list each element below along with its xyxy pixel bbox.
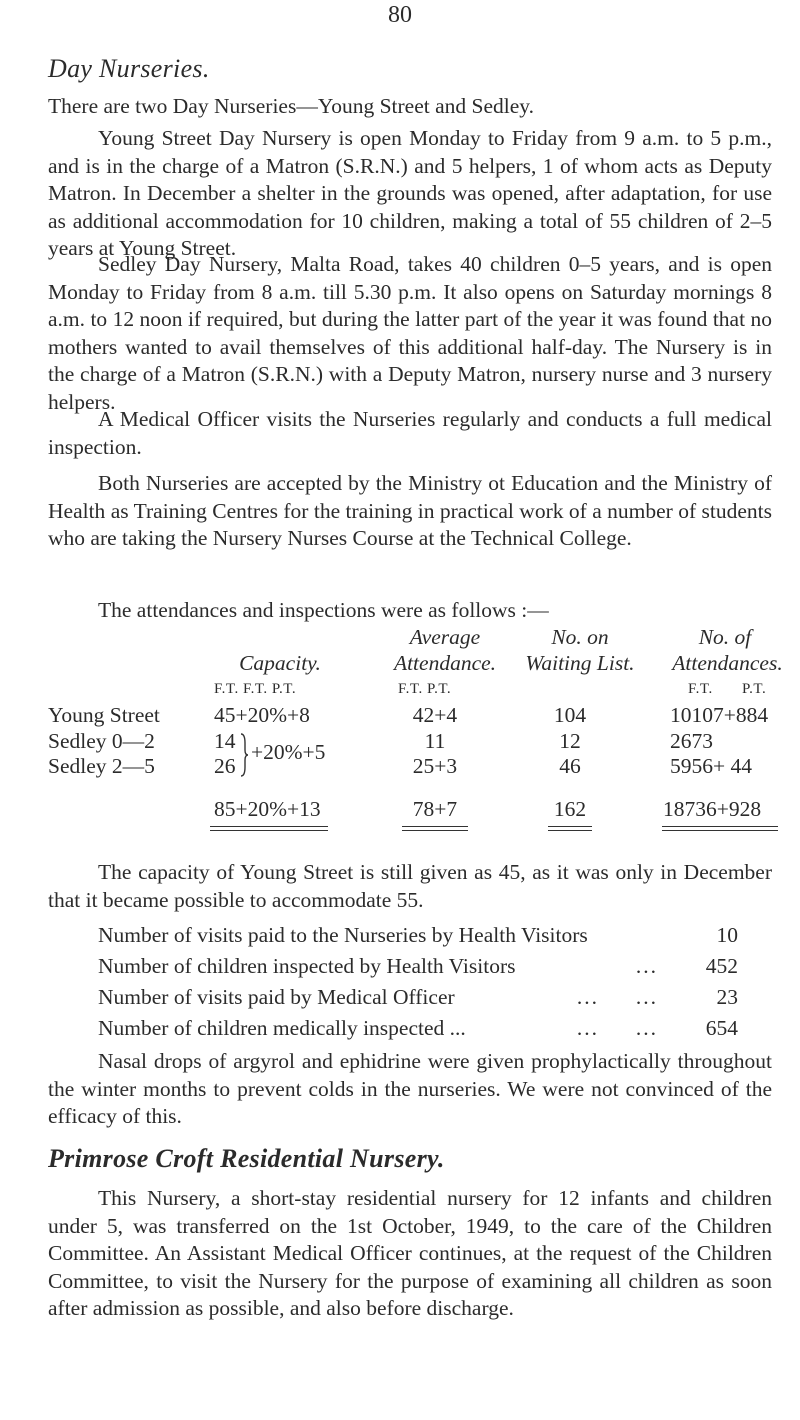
- header-attendances-bottom: Attendances.: [672, 651, 783, 675]
- cell-average-sedley-0-2: 11: [424, 729, 446, 753]
- header-average-bottom: Attendance.: [393, 651, 497, 675]
- visit-label: Number of children inspected by Health Visitors: [98, 954, 516, 978]
- total-waiting: 162: [553, 797, 587, 821]
- section-heading-primrose-croft: Primrose Croft Residential Nursery.: [48, 1144, 445, 1173]
- header-waiting-top: No. on: [551, 625, 609, 649]
- visit-value: 10: [716, 923, 738, 947]
- total-rule: [402, 830, 468, 831]
- header-average-top: Average: [409, 625, 481, 649]
- visit-value: 452: [705, 954, 738, 978]
- total-capacity: 85+20%+13: [214, 797, 321, 821]
- header-waiting-bottom: Waiting List.: [525, 651, 635, 675]
- cell-waiting-sedley-0-2: 12: [559, 729, 581, 753]
- total-rule: [548, 830, 592, 831]
- total-rule: [210, 826, 328, 827]
- list-item: [98, 985, 738, 1013]
- subheader-attendances-ft: F.T.: [688, 681, 713, 697]
- cell-average-sedley-2-5: 25+3: [412, 754, 458, 778]
- visit-leader-dots: ...: [635, 954, 658, 978]
- cell-capacity-sedley-shared: +20%+5: [251, 740, 326, 764]
- subheader-attendances-pt: P.T.: [742, 681, 767, 697]
- paragraph-training-centres: Both Nurseries are accepted by the Ministry ot Education and the Ministry of Health as Training Centres for the training in practical work of a number of students who are taking the Nursery Nurses Course at the Technical College.: [48, 471, 772, 550]
- visit-label: Number of children medically inspected ...: [98, 1016, 466, 1040]
- row-label-young-street: Young Street: [48, 703, 160, 727]
- section-heading-day-nurseries: Day Nurseries.: [48, 54, 210, 83]
- total-attendances: 18736+928: [663, 797, 762, 821]
- cell-waiting-young-street: 104: [553, 703, 587, 727]
- cell-capacity-sedley-0-2: 14: [214, 729, 236, 753]
- paragraph-young-street: Young Street Day Nursery is open Monday to Friday from 9 a.m. to 5 p.m., and is in the charge of a Matron (S.R.N.) and 5 helpers, 1 of whom acts as Deputy Matron. In December a shelter in the grounds was opened, after adaptation, for use as additional accommodation for 10 children, making a total of 55 children of 2–5 years at Young Street.: [48, 126, 772, 260]
- list-item: [98, 1016, 738, 1044]
- subheader-average: F.T. P.T.: [398, 681, 452, 697]
- row-label-sedley-2-5: Sedley 2—5: [48, 754, 155, 778]
- total-rule: [210, 830, 328, 831]
- paragraph-primrose-croft: This Nursery, a short-stay residential nursery for 12 infants and children under 5, was transferred on the 1st October, 1949, to the care of the Children Committee. An Assistant Medical Officer continues, at the request of the Children Committee, to visit the Nursery for the purpose of examining all children as soon after admission as possible, and also before discharge.: [48, 1186, 772, 1320]
- cell-attendances-young-street: 10107+884: [670, 703, 769, 727]
- cell-capacity-sedley-2-5: 26: [214, 754, 236, 778]
- total-rule: [662, 826, 778, 827]
- total-rule: [402, 826, 468, 827]
- cell-attendances-sedley-0-2: 2673: [670, 729, 713, 753]
- visit-value: 23: [716, 985, 738, 1009]
- cell-average-young-street: 42+4: [412, 703, 458, 727]
- header-attendances-top: No. of: [698, 625, 752, 649]
- paragraph-sedley: Sedley Day Nursery, Malta Road, takes 40 children 0–5 years, and is open Monday to Friday from 8 a.m. till 5.30 p.m. It also opens on Saturday mornings 8 a.m. to 12 noon if required, but during the latter part of the year it was found that no mothers wanted to avail themselves of this additional half-day. The Nursery is in the charge of a Matron (S.R.N.) with a Deputy Matron, nursery nurse and 3 nursery helpers.: [48, 252, 772, 414]
- row-label-sedley-0-2: Sedley 0—2: [48, 729, 155, 753]
- header-capacity: Capacity.: [239, 651, 321, 675]
- paragraph-attendances-intro: The attendances and inspections were as follows :—: [98, 598, 549, 622]
- list-item: [98, 923, 738, 951]
- list-item: [98, 954, 738, 982]
- total-rule: [662, 830, 778, 831]
- visit-leader-dots: ... ...: [576, 985, 658, 1009]
- visit-leader-dots: ... ...: [576, 1016, 658, 1040]
- brace-bracket: [239, 733, 249, 777]
- cell-attendances-sedley-2-5: 5956+ 44: [670, 754, 753, 778]
- page-number: 80: [388, 2, 412, 28]
- paragraph-intro: There are two Day Nurseries—Young Street and Sedley.: [48, 94, 535, 118]
- cell-capacity-young-street: 45+20%+8: [214, 703, 310, 727]
- visit-value: 654: [705, 1016, 738, 1040]
- subheader-capacity: F.T. F.T. P.T.: [214, 681, 297, 697]
- total-average: 78+7: [412, 797, 458, 821]
- paragraph-nasal-drops: Nasal drops of argyrol and ephidrine were given prophylactically throughout the winter months to prevent colds in the nurseries. We were not convinced of the efficacy of this.: [48, 1049, 772, 1128]
- paragraph-medical-officer: A Medical Officer visits the Nurseries regularly and conducts a full medical inspection.: [48, 407, 772, 459]
- total-rule: [548, 826, 592, 827]
- visit-label: Number of visits paid to the Nurseries by Health Visitors: [98, 923, 588, 947]
- paragraph-capacity-note: The capacity of Young Street is still given as 45, as it was only in December that it became possible to accommodate 55.: [48, 860, 772, 912]
- cell-waiting-sedley-2-5: 46: [559, 754, 581, 778]
- visit-label: Number of visits paid by Medical Officer: [98, 985, 455, 1009]
